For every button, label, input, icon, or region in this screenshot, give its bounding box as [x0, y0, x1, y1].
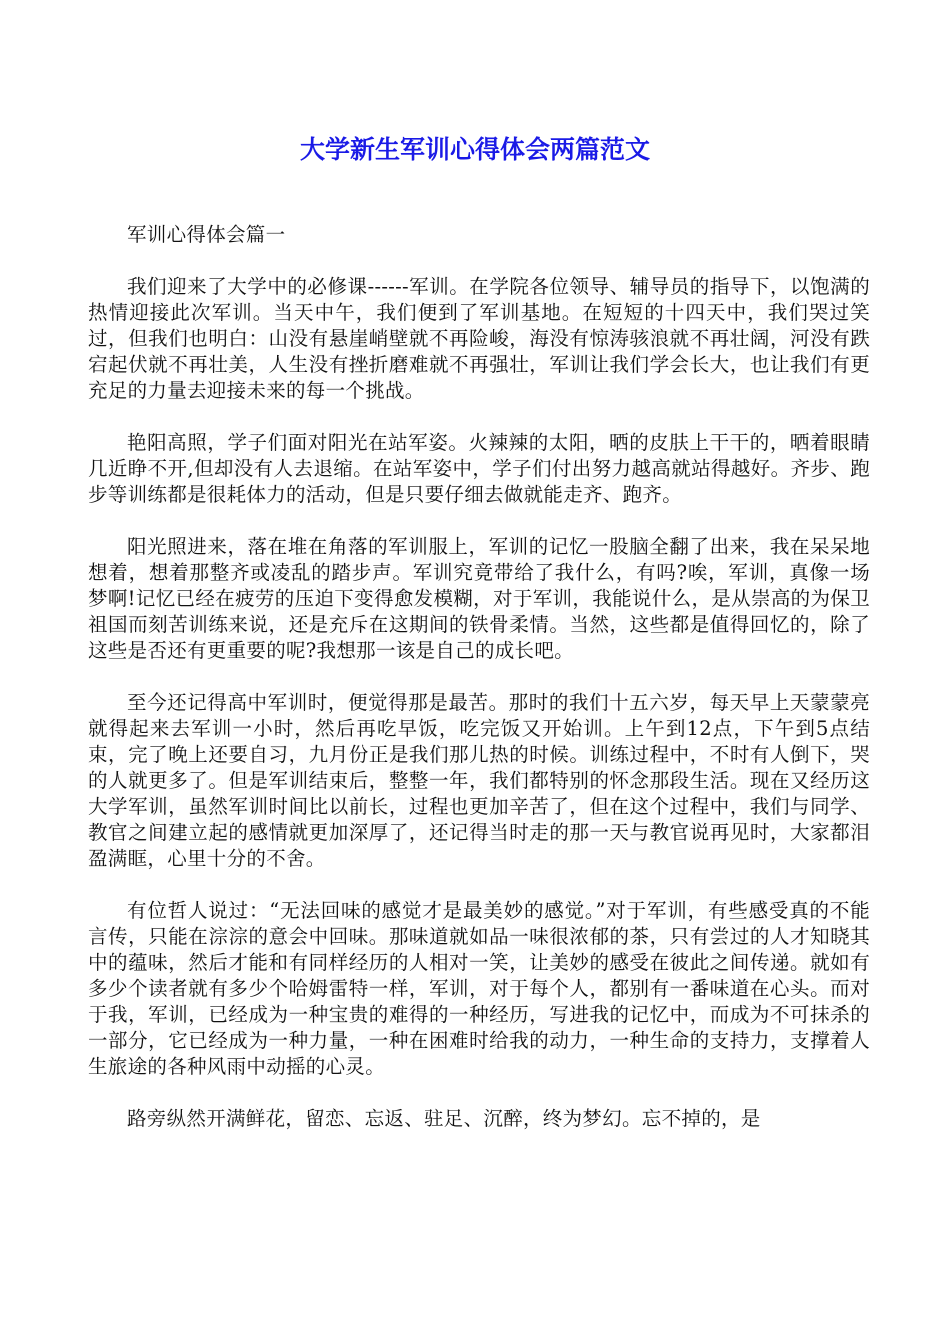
paragraph-1: 我们迎来了大学中的必修课------军训。在学院各位领导、辅导员的指导下，以饱满的热情迎接此次军训。当天中午，我们便到了军训基地。在短短的十四天中，我们哭过笑过，但我们也明白：山没有悬崖峭壁就不再险峻，海没有惊涛骇浪就不再壮阔，河没有跌宕起伏就不再壮美，人生没有挫折磨难就不再强壮，军训让我们学会长大，也让我们有更充足的力量去迎接未来的每一个挑战。	[88, 275, 870, 402]
paragraph-3: 阳光照进来，落在堆在角落的军训服上，军训的记忆一股脑全翻了出来，我在呆呆地想着，想着那整齐或凌乱的踏步声。军训究竟带给了我什么，有吗?唉，军训，真像一场梦啊!记忆已经在疲劳的压迫下变得愈发模糊，对于军训，我能说什么，是从崇高的为保卫祖国而刻苦训练来说，还是充斥在这期间的铁骨柔情。当然，这些都是值得回忆的，除了这些是否还有更重要的呢?我想那一该是自己的成长吧。	[88, 535, 870, 662]
section-heading: 军训心得体会篇一	[127, 223, 286, 246]
document-body	[88, 222, 870, 1132]
paragraph-2: 艳阳高照，学子们面对阳光在站军姿。火辣辣的太阳，晒的皮肤上干干的，晒着眼睛几近睁不开,但却没有人去退缩。在站军姿中，学子们付出努力越高就站得越好。齐步、跑步等训练都是很耗体力的活动，但是只要仔细去做就能走齐、跑齐。	[88, 431, 870, 506]
page-title: 大学新生军训心得体会两篇范文	[299, 135, 650, 164]
paragraph-6: 路旁纵然开满鲜花，留恋、忘返、驻足、沉醉，终为梦幻。忘不掉的，是	[127, 1107, 761, 1130]
paragraph-4: 至今还记得高中军训时，便觉得那是最苦。那时的我们十五六岁，每天早上天蒙蒙亮就得起来去军训一小时，然后再吃早饭，吃完饭又开始训。上午到12点，下午到5点结束，完了晚上还要自习，九月份正是我们那儿热的时候。训练过程中，不时有人倒下，哭的人就更多了。但是军训结束后，整整一年，我们都特别的怀念那段生活。现在又经历这大学军训，虽然军训时间比以前长，过程也更加辛苦了，但在这个过程中，我们与同学、教官之间建立起的感情就更加深厚了，还记得当时走的那一天与教官说再见时，大家都泪盈满眶，心里十分的不舍。	[88, 691, 870, 870]
paragraph-5: 有位哲人说过：“无法回味的感觉才是最美妙的感觉。”对于军训，有些感受真的不能言传，只能在淙淙的意会中回味。那味道就如品一味很浓郁的茶，只有尝过的人才知晓其中的蕴味，然后才能和有同样经历的人相对一笑，让美妙的感受在彼此之间传递。就如有多少个读者就有多少个哈姆雷特一样，军训，对于每个人，都别有一番味道在心头。而对于我，军训，已经成为一种宝贵的难得的一种经历，写进我的记忆中，而成为不可抹杀的一部分，它已经成为一种力量，一种在困难时给我的动力，一种生命的支持力，支撑着人生旅途的各种风雨中动摇的心灵。	[88, 899, 870, 1078]
